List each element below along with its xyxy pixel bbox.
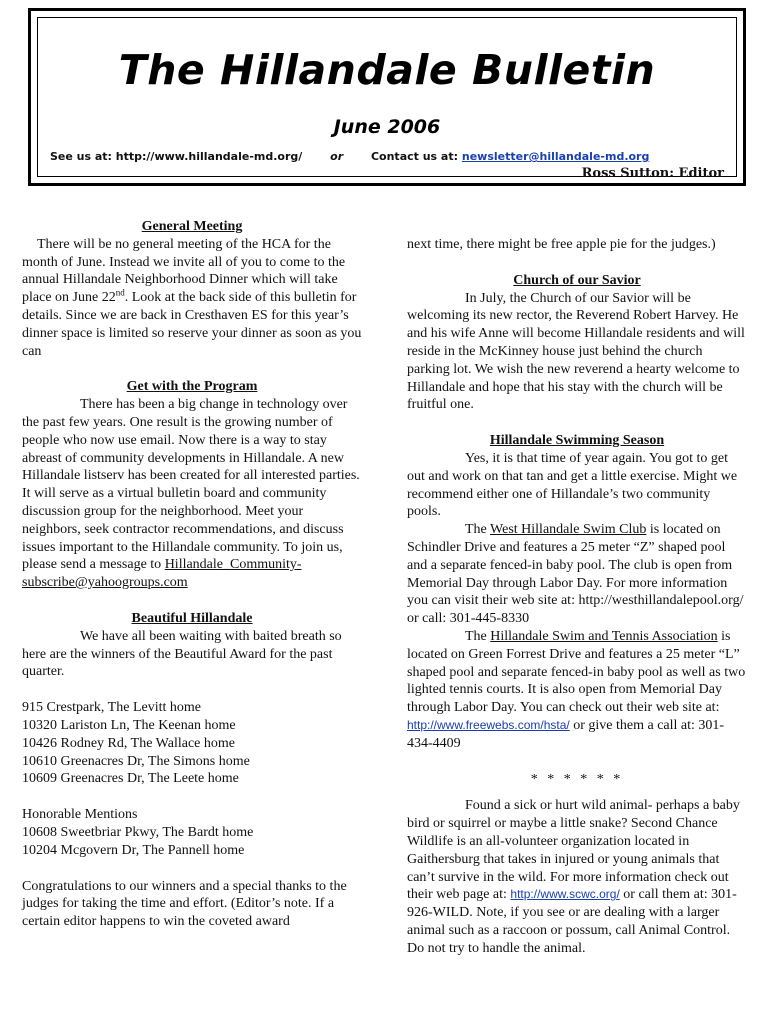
wildlife-tail: or call them at: 301-926-WILD. Note, if you see or are dealing with a larger animal such as a raccoon or possum, call Animal Control. Do not try to handle the animal.: [407, 887, 737, 956]
meeting-date-suffix: nd: [115, 287, 125, 298]
program-text: [22, 396, 362, 592]
left-column: [22, 218, 362, 931]
tennis-lead: The: [465, 628, 491, 644]
tennis-body: is located on Green Forrest Drive and features a 25 meter “L” shaped pool and separate fenced-in baby pool as well as two lighted tennis courts. It is also open from Memorial Day through Labor Day. You can check out their web site at:: [407, 628, 746, 716]
church-text: In July, the Church of our Savior will be welcoming its new rector, the Reverend Robert Harvey. He and his wife Anne will become Hillandale residents and will reside in the McKinney house just behind the church parking lot. We wish the new reverend a hearty welcome to Hillandale and hope that his stay with the church will be fruitful one.: [407, 290, 745, 413]
west-body: is located on Schindler Drive and features a 25 meter “Z” shaped pool and a separate fenced-in baby pool. The club is open from Memorial Day through Labor Day. For more information you can visit their web site at: http://westhillandalepool.org/ or call: 301-445-8330: [407, 522, 744, 627]
general-meeting-text: [22, 236, 362, 361]
west-swim-club-link[interactable]: West Hillandale Swim Club: [490, 522, 647, 538]
swim-tennis-association-link[interactable]: Hillandale Swim and Tennis Association: [490, 628, 718, 644]
program-body: There has been a big change in technology over the past few years. One result is the growing number of people who now use email. Now there is a way to stay abreast of community developments in Hillandale. A new Hillandale listserv has been created for all interested parties. It will serve as a virtual bulletin board and community discussion group for the neighborhood. Meet your neighbors, seek contractor recommendations, and discuss issues important to the Hillandale community. To join us, please send a message to: [22, 397, 360, 573]
winner-item: 10320 Lariston Ln, The Keenan home: [22, 717, 236, 733]
editor-credit: Ross Sutton: Editor: [581, 166, 724, 181]
continued-text: next time, there might be free apple pie for the judges.): [407, 237, 716, 252]
issue-date: June 2006: [333, 116, 441, 138]
meeting-text-b: . Look at the back side of this bulletin for details. Since we are back in Cresthaven ES for this year’s dinner space is limited so reserve your dinner as soon as you can: [22, 290, 362, 359]
program-heading: Get with the Program: [126, 379, 258, 395]
contact-label: Contact us at:: [370, 150, 459, 163]
listserv-email-link[interactable]: Hillandale_Community-subscribe@yahoogroups.com: [22, 557, 302, 591]
west-swim-text: [407, 521, 747, 628]
website-label[interactable]: See us at: http://www.hillandale-md.org/: [50, 150, 303, 163]
tennis-tail: or give them a call at: 301-434-4409: [407, 717, 725, 751]
winner-item: 10609 Greenacres Dr, The Leete home: [22, 771, 239, 787]
winner-item: 10610 Greenacres Dr, The Simons home: [22, 753, 250, 769]
scwc-web-link[interactable]: http://www.scwc.org/: [510, 887, 620, 902]
masthead: [28, 8, 746, 186]
swim-intro: Yes, it is that time of year again. You got to get out and work on that tan and get a little exercise. Might we recommend either one of Hillandale’s two community pools.: [407, 450, 738, 520]
meeting-text-a: There will be no general meeting of the HCA for the month of June. Instead we invite all of you to come to the annual Hillandale Neighborhood Dinner which will take place on June 22: [22, 236, 346, 306]
honorable-item: 10204 Mcgovern Dr, The Pannell home: [22, 842, 245, 858]
beautiful-text: We have all been waiting with baited breath so here are the winners of the Beautiful Award for the past quarter.: [22, 628, 342, 680]
hsta-web-link[interactable]: http://www.freewebs.com/hsta/: [407, 717, 570, 732]
beautiful-heading: Beautiful Hillandale: [131, 610, 253, 626]
contact-row: [50, 150, 649, 163]
winner-item: 915 Crestpark, The Levitt home: [22, 700, 201, 716]
honorable-heading: Honorable Mentions: [22, 807, 138, 823]
west-lead: The: [465, 522, 491, 538]
section-divider-stars: * * * * * *: [530, 771, 624, 787]
newsletter-title: The Hillandale Bulletin: [118, 46, 656, 94]
congrats-text: Congratulations to our winners and a special thanks to the judges for taking the time and effort. (Editor’s note. If a certain editor happens to win the coveted award: [22, 878, 347, 930]
masthead-inner-frame: [37, 17, 737, 181]
church-heading: Church of our Savior: [513, 272, 641, 288]
wildlife-text: [407, 797, 747, 957]
winner-item: 10426 Rodney Rd, The Wallace home: [22, 735, 235, 751]
or-separator: or: [330, 150, 344, 163]
tennis-text: [407, 628, 747, 753]
wildlife-body: Found a sick or hurt wild animal- perhaps a baby bird or squirrel or maybe a little snake? Second Chance Wildlife is an all-volunteer organization located in Gaithersburg that takes in injured or young animals that can’t survive in the wild. For more information check out their web page at:: [407, 798, 740, 903]
contact-email-link[interactable]: newsletter@hillandale-md.org: [461, 150, 650, 163]
general-meeting-heading: General Meeting: [141, 219, 243, 234]
right-column: [407, 218, 747, 957]
honorable-item: 10608 Sweetbriar Pkwy, The Bardt home: [22, 824, 254, 840]
swim-heading: Hillandale Swimming Season: [489, 433, 665, 449]
